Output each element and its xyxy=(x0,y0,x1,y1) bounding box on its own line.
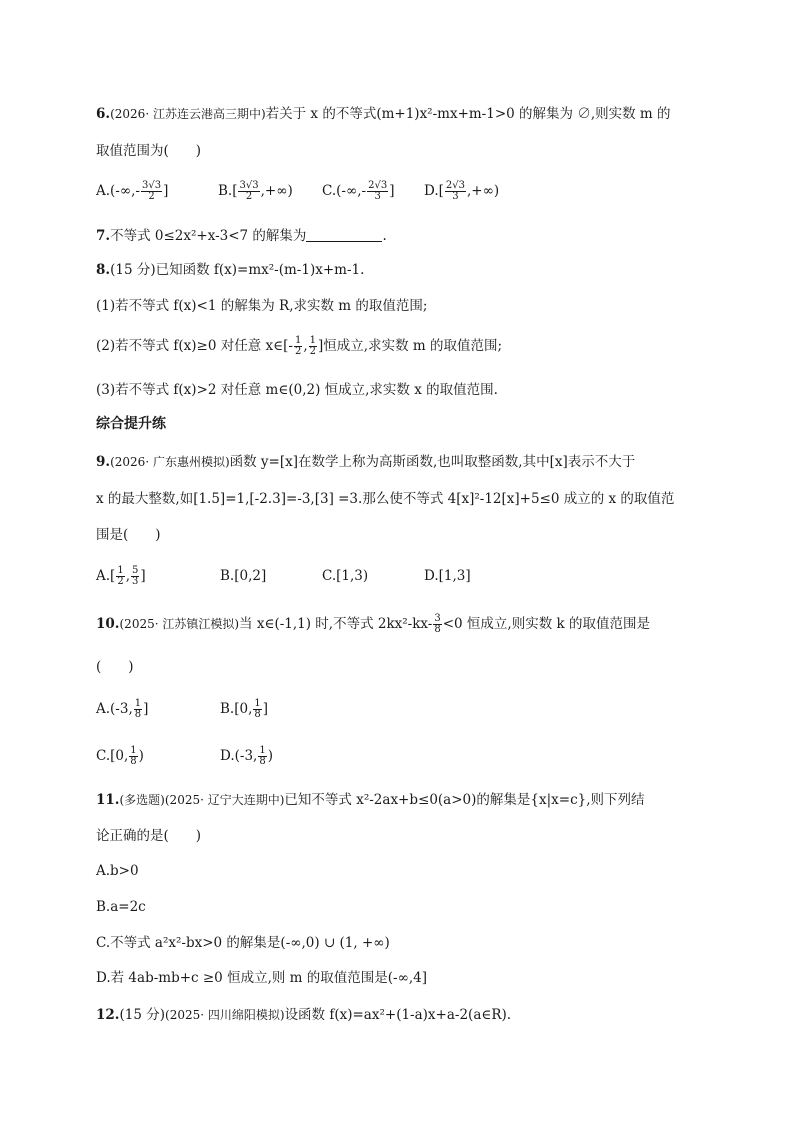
q12-line: 12.(15 分)(2025· 四川绵阳模拟)设函数 f(x)=ax²+(1-a)x+a-2(a∈R). xyxy=(96,1007,512,1023)
q11-option-a: A.b>0 xyxy=(96,863,139,879)
fraction: $\frac{5}{3}$ xyxy=(131,565,139,587)
q11-option-c: C.不等式 a²x²-bx>0 的解集是(-∞,0) ∪ (1, +∞) xyxy=(96,935,390,951)
q11-source: (2025· 辽宁大连期中) xyxy=(164,793,285,807)
q11-line2: 论正确的是( ) xyxy=(96,828,202,844)
q9-line3: 围是( ) xyxy=(96,527,161,543)
q8-number: 8. xyxy=(96,262,111,278)
q9-number: 9. xyxy=(96,454,111,470)
q9-line2: x 的最大整数,如[1.5]=1,[-2.3]=-3,[3] =3.那么使不等式 4[x]²-12[x]+5≤0 成立的 x 的取值范 xyxy=(96,491,675,507)
q8-stem: (15 分)已知函数 f(x)=mx²-(m-1)x+m-1. xyxy=(110,262,365,278)
fraction: $\frac{1}{8}$ xyxy=(254,698,261,720)
q6-line1 xyxy=(96,104,671,124)
q9-option-d: D.[1,3] xyxy=(424,568,471,584)
fraction: $\frac{1}{8}$ xyxy=(134,698,142,720)
q10-option-a: A.(-3, $\frac{1}{8}$ ] xyxy=(96,698,149,720)
fraction: $\frac{1}{2}$ xyxy=(117,565,124,587)
fraction: $\frac{1}{8}$ xyxy=(259,745,266,767)
q10-source: (2025· 江苏镇江模拟) xyxy=(119,617,240,631)
q6-line2: 取值范围为( ) xyxy=(96,143,202,159)
q6-option-c: C.(-∞,- $\frac{2√3}{3}$ ] xyxy=(322,180,395,202)
q6-stem: 若关于 x 的不等式(m+1)x²-mx+m-1>0 的解集为 ∅,则实数 m 的 xyxy=(265,106,671,122)
q6-option-b: B.[ $\frac{3√3}{2}$ ,+∞) xyxy=(218,180,293,202)
q6-option-d: D.[ $\frac{2√3}{3}$ ,+∞) xyxy=(424,180,500,202)
q10-option-c: C.[0, $\frac{1}{8}$ ) xyxy=(96,745,144,767)
q8-part3: (3)若不等式 f(x)>2 对任意 m∈(0,2) 恒成立,求实数 x 的取值范围. xyxy=(96,382,498,398)
answer-blank xyxy=(306,227,382,242)
q8-part2: (2)若不等式 f(x)≥0 对任意 x∈[- $\frac{1}{2}$ , $\frac{1}{2}$ ]恒成立,求实数 m 的取值范围; xyxy=(96,335,503,357)
q7-line: 7.不等式 0≤2x²+x-3<7 的解集为 . xyxy=(96,228,387,244)
fraction: $\frac{3}{8}$ xyxy=(434,613,441,635)
fraction: $\frac{3√3}{2}$ xyxy=(141,180,162,202)
q12-source: (2025· 四川绵阳模拟) xyxy=(165,1008,285,1022)
q11-line1: 11.(多选题)(2025· 辽宁大连期中)已知不等式 x²-2ax+b≤0(a>0)的解集是{x|x=c},则下列结 xyxy=(96,792,645,808)
fraction: $\frac{1}{2}$ xyxy=(309,335,317,357)
q9-option-c: C.[1,3) xyxy=(322,568,369,584)
q10-option-d: D.(-3, $\frac{1}{8}$ ) xyxy=(220,745,273,767)
fraction: $\frac{2√3}{3}$ xyxy=(445,180,466,202)
q6-number: 6. xyxy=(96,106,111,122)
q10-line2: ( ) xyxy=(96,659,134,675)
q9-option-b: B.[0,2] xyxy=(220,568,267,584)
q8-part1: (1)若不等式 f(x)<1 的解集为 R,求实数 m 的取值范围; xyxy=(96,298,428,314)
q7-stem: 不等式 0≤2x²+x-3<7 的解集为 xyxy=(110,228,307,244)
fraction: $\frac{2√3}{3}$ xyxy=(368,180,388,202)
fraction: $\frac{3√3}{2}$ xyxy=(239,180,259,202)
q9-line1: 9.(2026· 广东惠州模拟)函数 y=[x]在数学上称为高斯函数,也叫取整函数,其中[x]表示不大于 xyxy=(96,454,636,470)
q12-number: 12. xyxy=(96,1007,120,1023)
q9-source: (2026· 广东惠州模拟) xyxy=(110,455,230,469)
q10-line1: 10.(2025· 江苏镇江模拟)当 x∈(-1,1) 时,不等式 2kx²-kx- $\frac{3}{8}$ <0 恒成立,则实数 k 的取值范围是 xyxy=(96,613,650,635)
q10-option-b: B.[0, $\frac{1}{8}$ ] xyxy=(220,698,269,720)
q8-line xyxy=(96,260,364,280)
q11-number: 11. xyxy=(96,792,120,808)
q10-number: 10. xyxy=(96,616,120,632)
q11-option-b: B.a=2c xyxy=(96,899,146,915)
fraction: $\frac{1}{8}$ xyxy=(130,745,137,767)
q9-option-a: A.[ $\frac{1}{2}$ , $\frac{5}{3}$ ] xyxy=(96,565,146,587)
section-heading: 综合提升练 xyxy=(96,416,166,432)
q11-option-d: D.若 4ab-mb+c ≥0 恒成立,则 m 的取值范围是(-∞,4] xyxy=(96,970,427,986)
fraction: $\frac{1}{2}$ xyxy=(294,335,302,357)
q11-tag: (多选题) xyxy=(119,793,165,807)
q6-source: (2026· 江苏连云港高三期中) xyxy=(110,107,266,121)
q6-option-a: A.(-∞,- $\frac{3√3}{2}$ ] xyxy=(96,180,169,202)
q7-number: 7. xyxy=(96,228,111,244)
